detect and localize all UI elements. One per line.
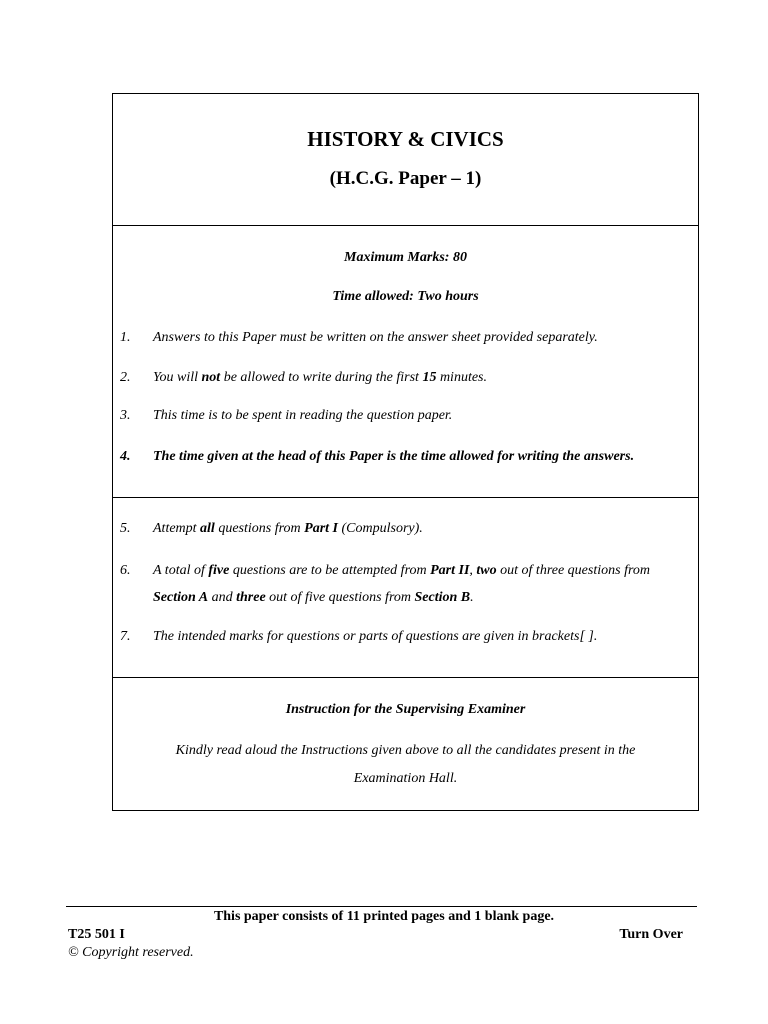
- instruction-item: [120, 324, 692, 351]
- paper-code: T25 501 I: [68, 927, 125, 942]
- instruction-number: 6.: [120, 563, 131, 578]
- max-marks: Maximum Marks: 80: [344, 250, 467, 265]
- turn-over-label: Turn Over: [619, 927, 683, 942]
- question-instructions-section: [113, 497, 698, 678]
- instruction-text: Answers to this Paper must be written on the answer sheet provided separately.: [153, 330, 598, 345]
- instruction-number: 2.: [120, 370, 131, 385]
- title-section: [113, 94, 698, 225]
- instruction-number: 5.: [120, 521, 131, 536]
- copyright-notice: © Copyright reserved.: [68, 945, 194, 960]
- instruction-text: The time given at the head of this Paper is the time allowed for writing the answers.: [153, 449, 635, 464]
- paper-subtitle: (H.C.G. Paper – 1): [329, 168, 482, 189]
- paper-title: HISTORY & CIVICS: [307, 127, 504, 151]
- instruction-item: [120, 557, 692, 611]
- instruction-text: A total of five questions are to be attempted from Part II, two out of three questions from Section A and three out of five questions from Section B.: [153, 563, 650, 605]
- instruction-number: 4.: [120, 449, 131, 464]
- exam-cover-box: [112, 93, 699, 811]
- instruction-number: 1.: [120, 330, 131, 345]
- general-instructions-section: [113, 225, 698, 498]
- supervisor-heading: Instruction for the Supervising Examiner: [285, 702, 526, 717]
- footer-divider: [66, 906, 697, 907]
- supervisor-section: [113, 677, 698, 811]
- instruction-text: Attempt all questions from Part I (Compulsory).: [153, 521, 423, 536]
- instruction-number: 3.: [120, 408, 131, 423]
- time-allowed: Time allowed: Two hours: [332, 289, 479, 304]
- instruction-number: 7.: [120, 629, 131, 644]
- instruction-item: [120, 402, 692, 429]
- instruction-item: [120, 443, 692, 470]
- instruction-text: The intended marks for questions or parts of questions are given in brackets[ ].: [153, 629, 598, 644]
- instruction-item: [120, 364, 692, 391]
- instruction-item: [120, 623, 692, 650]
- instruction-text: You will not be allowed to write during the first 15 minutes.: [153, 370, 487, 385]
- instruction-item: [120, 515, 692, 542]
- supervisor-text: Kindly read aloud the Instructions given above to all the candidates present in the Examination Hall.: [175, 743, 636, 786]
- pages-note: This paper consists of 11 printed pages and 1 blank page.: [213, 909, 555, 924]
- instruction-text: This time is to be spent in reading the question paper.: [153, 408, 453, 423]
